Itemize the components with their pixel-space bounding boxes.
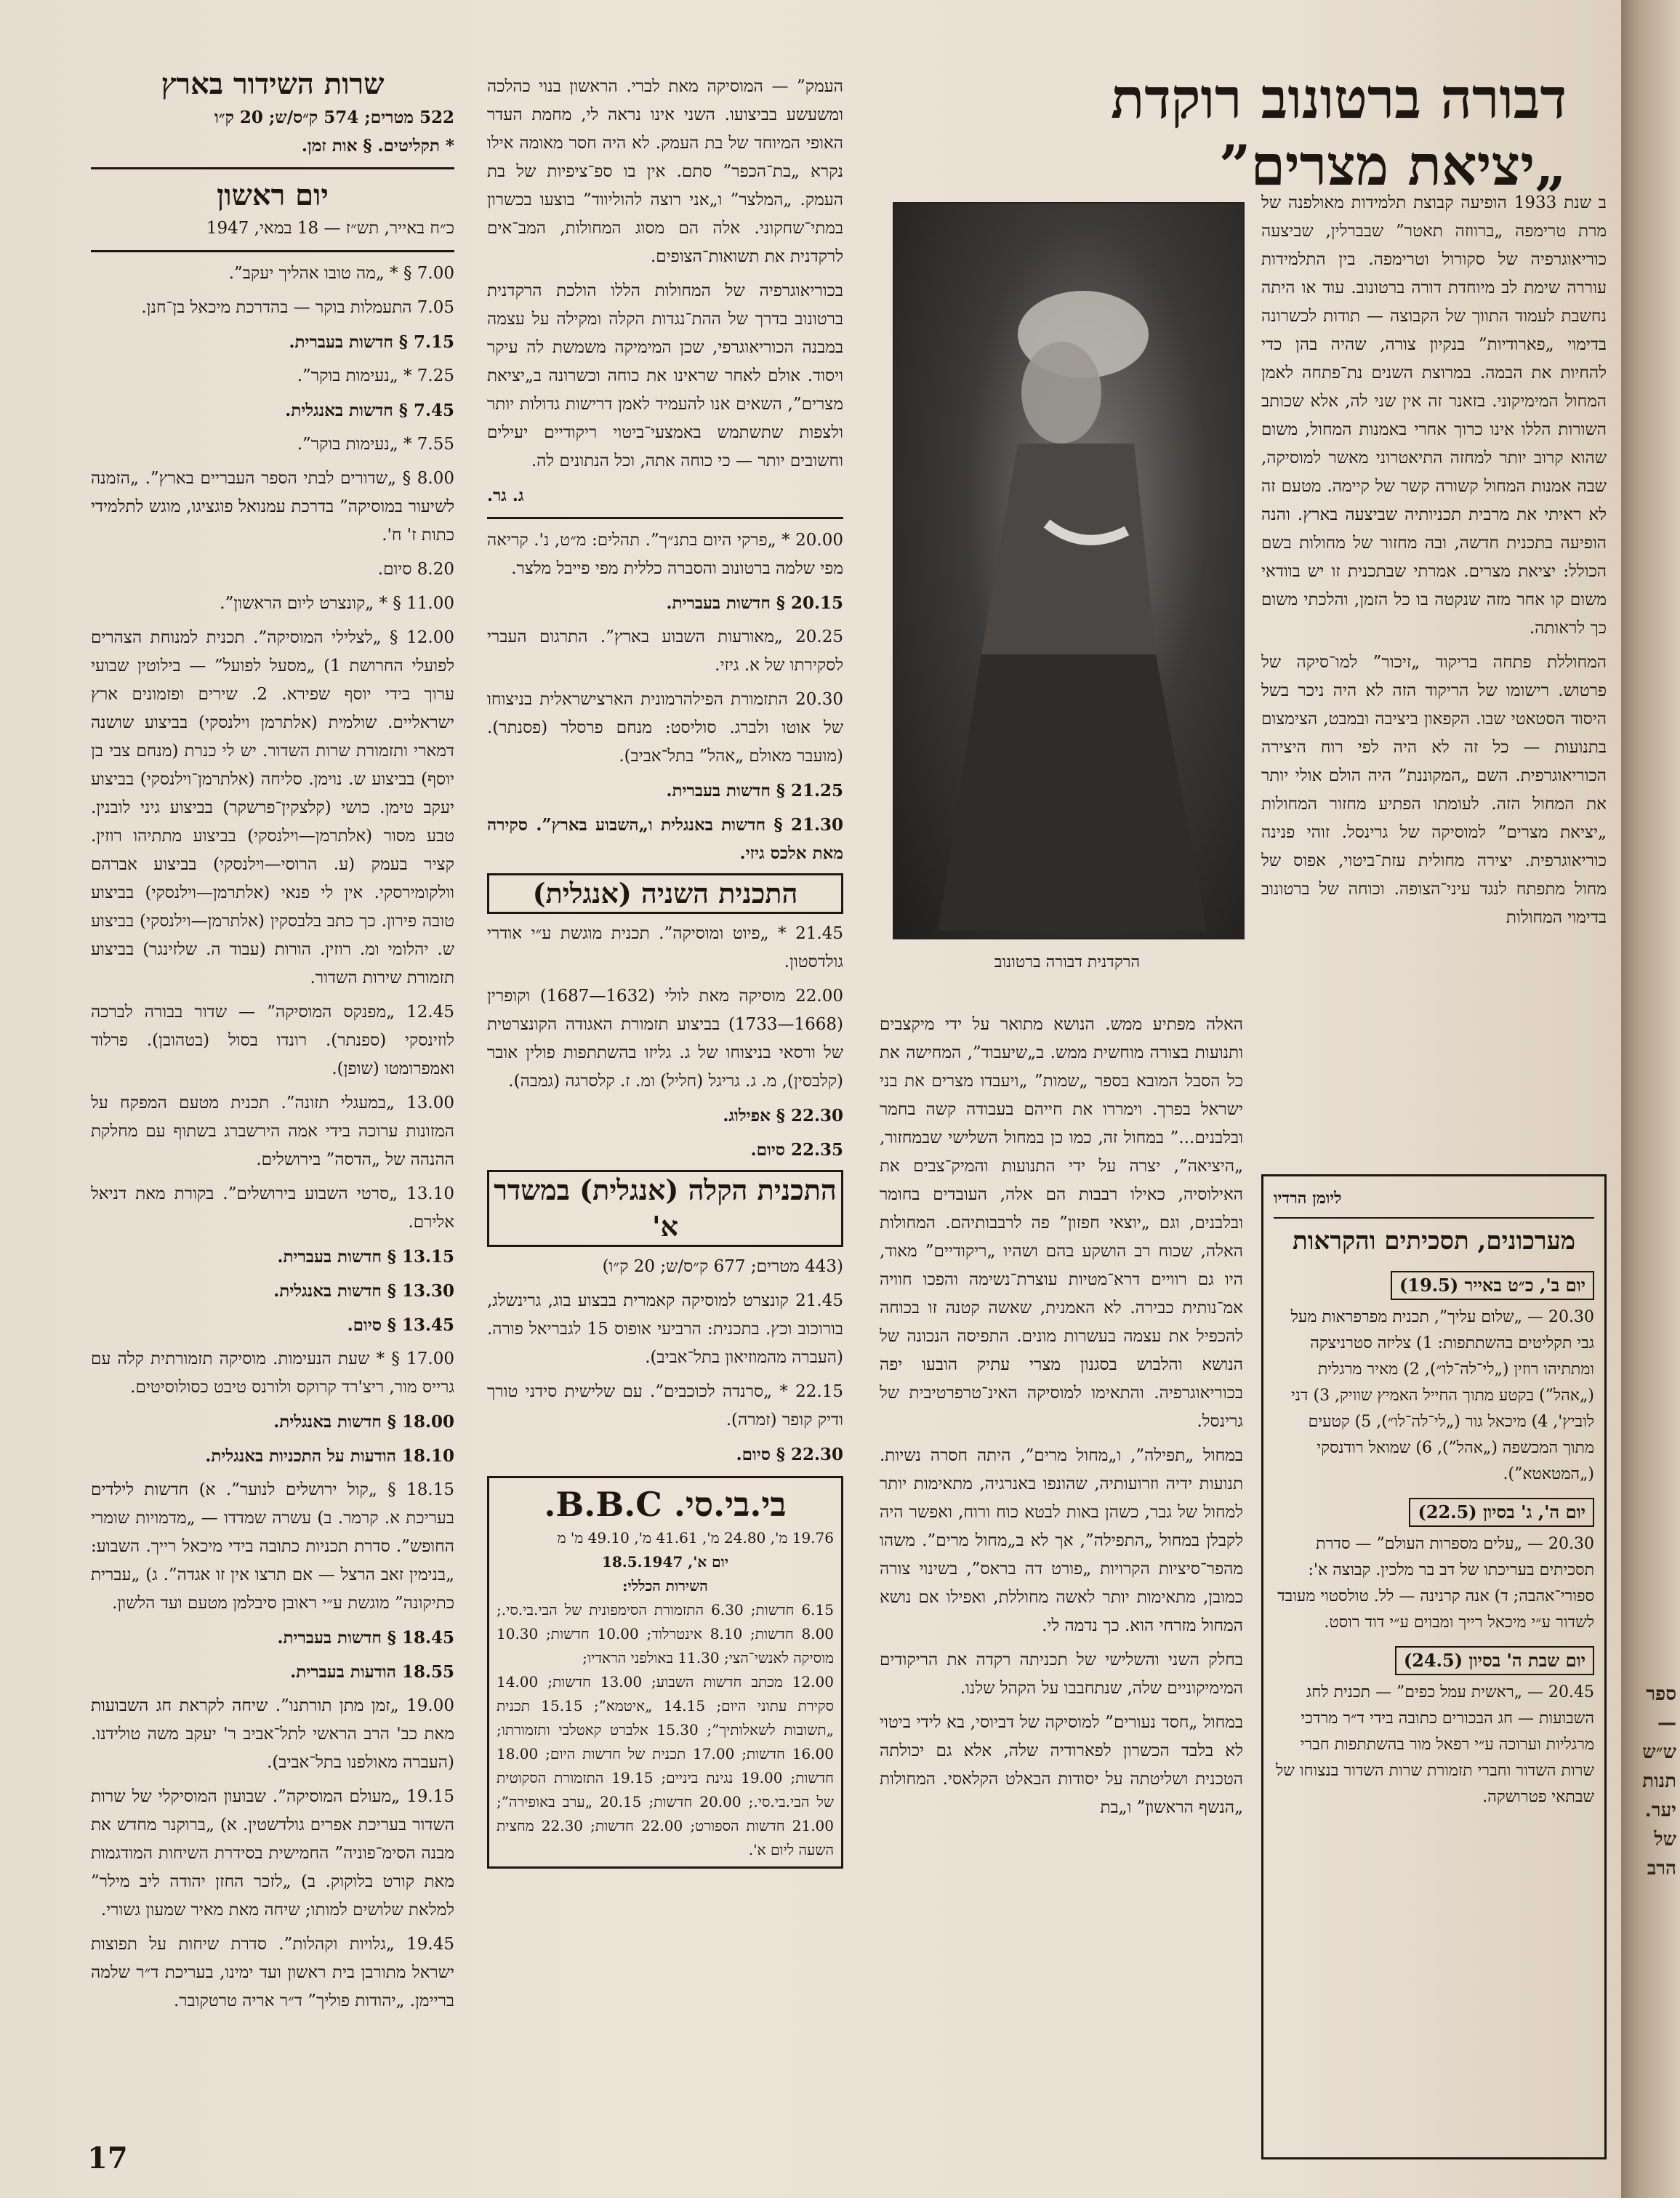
schedule-subtitle: 522 מטרים; 574 ק״ס/ש; 20 ק״ו [214,108,454,127]
diary-entry: 20.30 — „עלים מספרות העולם” — סדרת תסכיתים בעריכתו של דב בר מלכין. קבוצה א': ספורי־אהבה; ד) אנה קרנינה — לל. טולסטוי מעובד לשדור ע״י מיכאל רייך ומבוים ע״י דוד רוסט. [1277,1535,1594,1632]
schedule-entry: 19.45 „גלויות וקהלות”. סדרת שיחות על תפוצות ישראל מתורבן בית ראשון ועד ימינו, בעריכת ד״ר שלמה בריימן. „יהודות פוליך” ד״ר אריה טרטקובר. [91,1935,454,2010]
radio-diary-box [1261,1174,1607,2159]
schedule-entry: 22.00 מוסיקה מאת לולי (1632—1687) וקופרין (1668—1733) בביצוע תזמורת האגודה הקונצרטית של ורסאי בניצוחו של ג. גליזו בהשתתפות פולין אובר (קלבסין), מ. ג. גריגל (חליל) ומ. ז. קלסרגה (גמבה). [487,987,843,1091]
schedule-entry: 7.15 § חדשות בעברית. [289,332,454,352]
headline-line-1: דבורה ברטונוב רוקדת [1110,66,1567,131]
second-program-title: התכנית השניה (אנגלית) [487,873,843,914]
article-paragraph: בכוריאוגרפיה של המחולות הללו הולכת הרקדנית ברטונוב בדרך של ההת־נגדות הקלה ומקילה על עצמה במבנה הכוריאוגרפי, שכן המימיקה משמשת לה עיקר ויסוד. אולם לאחר שראינו את כוחה וכשרונה ב„יציאת מצרים”, השאים אנו להעמיד לאמן דרישות גדולות יותר ולצפות שתשתמש באמצעי־ביטוי ריקודיים יעילים וחשובים יותר — כי כוחה אתה, וכל הנתונים לה. [487,281,843,470]
dancer-photo [893,202,1245,939]
day-heading: יום ה', ג' בסיון (22.5) [1409,1498,1594,1527]
schedule-entry: 13.45 § סיום. [347,1315,454,1335]
schedule-entry: 7.05 התעמלות בוקר — בהדרכת מיכאל בן־חנן. [141,298,454,317]
schedule-entry: 12.00 § „לצלילי המוסיקה”. תכנית למנוחת הצהרים לפועלי החרושת 1) „מסעל לפועל” — בילוטין שבועי ערוך בידי יוסף שפירא. 2. שירים ופזמונים ארץ ישראליים. שולמית (אלתרמן וילנסקי) בביצוע שושנה דמארי ותזמורת שרות השדור. יש לי כנרת (מנחם צבי בן יוסף) בביצוע ש. נוימן. סליחה (אלתרמן־וילנסקי) בביצוע יעקב טימן. כושי (קלצקין־פרשקר) בביצוע גיני לובנין. טבע מסור (אלתרמן—וילנסקי) בביצוע מתתיהו רוזין. קציר בעמק (ע. הרוסי—וילנסקי) בביצוע אברהם וולקומירסקי. אין לי פנאי (אלתרמן—וילנסקי) בביצוע טובה פירון. כך כתב בלבסקין (אלתרמן—וילנסקי) בביצוע ש. יהלומי ומ. רוזין. הורות (עבוד ה. שלזינגר) בביצוע תזמורת שירות השדור. [91,628,454,987]
schedule-entry: 13.00 „במעגלי תזונה”. תכנית מטעם המפקח על המזונות ערוכה בידי אמה הירשברג בשתוף עם מחלקת ההנהה של „הדסה” בירושלים. [91,1094,454,1169]
article-paragraph: בחלק השני והשלישי של תכניתה רקדה את הריקודים המימיקוניים שלה, שנתחבבו על הקהל שלנו. [880,1650,1243,1698]
schedule-entry: 22.30 § סיום. [736,1445,843,1464]
light-program-title: התכנית הקלה (אנגלית) במשדר א' [487,1170,843,1247]
article-column-middle [880,1011,1243,2170]
schedule-entry: 22.15 * „סרנדה לכוכבים”. עם שלישית סידני טורך ודיק קופר (זמרה). [487,1382,843,1429]
schedule-entry: 11.00 § * „קונצרט ליום הראשון”. [220,594,454,613]
schedule-entry: 18.00 § חדשות באנגלית. [273,1412,454,1432]
schedule-entry: 20.00 * „פרקי היום בתנ״ך”. תהלים: מ״ט, נ'. קריאה מפי שלמה ברטונוב והסברה כללית מפי פייבל מלצר. [487,531,843,578]
bbc-frequencies: 19.76 מ', 24.80 מ', 41.61 מ', 49.10 מ' מ [557,1529,834,1547]
diary-entry: 20.30 — „שלום עליך”, תכנית מפרפראות מעל גבי תקליטים בהשתתפות: 1) צליזה סטרניצקה ומתתיהו רוזין („לי־לה־לו״), 2) מאיר מרגלית („אהל”) בקטע מתוך החייל האמיץ שוויק, 3) דני לוביץ', 4) מיכאל גור („לי־לה־לו״), 5) קטעים מתוך המכשפה („אהל”), 6) שמואל רודנסקי („המטאטא”). [1290,1308,1594,1483]
divider [91,250,454,252]
headline-line-2: „יציאת מצרים” [1218,133,1567,198]
schedule-entry: 7.25 * „נעימות בוקר”. [297,366,454,385]
article-paragraph: במחול „תפילה”, ו„מחול מרים”, היתה חסרה נשיות. תנועות ידיה וזרועותיה, שהונפו באנרגיה, מתאימות יותר למחול של גבר, כשהן באות לבטא כוח ורוח, ואפשר היה לקבלן במחול „התפילה”, אך לא ב„מחול מרים”. משהו מהפר־סיציות הקרויות „פורט דה בראס”, בשינוי צורה כמובן, מתאימות יותר לאשה מחוללת, ואפילו אם נושא המחול מזרחי הוא. כך נדמה לי. [880,1446,1243,1635]
article-signature: ג. גר. [487,486,524,505]
diary-entry: 20.45 — „ראשית עמל כפים” — תכנית לחג השבועות — חג הבכורים כתובה בידי ד״ר מרדכי מרגליות וערוכה ע״י רפאל מור בהשתתפות חברי שרות השדור וחברי תזמורת שרות השדור בנצוחו של שבתאי פטרושקה. [1275,1683,1594,1806]
day-heading: יום שבת ה' בסיון (24.5) [1395,1646,1594,1675]
schedule-entry: 8.00 § „שדורים לבתי הספר העבריים בארץ”. „הזמנה לשיעור במוסיקה” בדרכת עמנואל פוגציגו, מוגש לתלמידי כתות ז' ח'. [91,469,454,545]
schedule-entry: 7.00 § * „מה טובו אהליך יעקב”. [228,264,454,283]
bbc-day: יום א', 18.5.1947 [601,1553,729,1571]
radio-diary-label: ליומן הרדיו [1274,1189,1342,1208]
article-column-right [1261,189,1607,1163]
bbc-lines: 6.15 חדשות; 6.30 התזמורת הסימפונית של הבי.בי.סי.; 8.00 חדשות; 8.10 אינטרלוד; 10.00 חדשות; 10.30 מוסיקה לאנשי־הצי; 11.30 באולפני הראדיו; [497,1601,835,1666]
day-heading: יום ב', כ״ט באייר (19.5) [1391,1271,1594,1300]
article-paragraph: האלה מפתיע ממש. הנושא מתואר על ידי מיקצבים ותנועות בצורה מוחשית ממש. ב„שיעבוד”, המחישה את כל הסבל המובא בספר „שמות” „ויעבדו מצרים את בני ישראל בפרך. וימררו את חייהם בעבודה קשה בחמר ובלבנים...” במחול זה, כמו כן במחול השלישי שבמחזור, „היציאה”, יצרה על ידי התנועות והמיק־צבים את האילוסיה, כאילו רבבות הם אלה, העובדים בחומר ובלבנים, וגם „יוצאי חפזון” פה לרבבותיהם. המחולות האלה, שכוח רב הושקע בהם ושהיו „ריקודיים” מאוד, היו גם רוויים דרא־מטיות עוצרת־נשימה והפכו חוויה אמ־נותית כבירה. לא האמנית, שאשה קטנה זו בכוחה להכפיל את עצמה בעשרות מונים. התפיסה הנכונה של הנושא והלבוש בסגנון מצרי עתיק הובעו יפה בכוריאוגרפיה. והתאימו למוסיקה האינ־טרפרטיבית של גרינסל. [880,1015,1243,1431]
article-headline [1014,65,1567,199]
schedule-entry: 18.55 הודעות בעברית. [290,1662,454,1682]
schedule-entry: 20.30 התזמורת הפילהרמונית הארצישראלית בניצוחו של אוטו ולברג. סוליסט: מנחם פרסלר (פסנתר). (מועבר מאולם „אהל” בתל־אביב). [487,690,843,766]
column-center [487,73,843,2167]
schedule-entry: 17.00 § * שעת הנעימות. מוסיקה תזמורתית קלה עם גרייס מור, ריצ'רד קרוקס ולורנס טיבט כסולוסיטים. [91,1349,454,1397]
bbc-service: השירות הכללי: [622,1577,708,1595]
schedule-entry: 7.55 * „נעימות בוקר”. [297,435,454,454]
bbc-title: בי.בי.סי. B.B.C. [544,1485,787,1524]
schedule-entry: 12.45 „מפנקס המוסיקה” — שדור בבורה לברכה לוזינסקי (ספנתר). רונדו בסול (בטהובן). פרלוד ואמפרומטו (שופן). [91,1003,454,1078]
bbc-lines: 12.00 מכתב חדשות השבוע; 13.00 חדשות; 14.00 סקירת עתוני היום; 14.15 „איטמא”; 15.15 תכנית „תשובות לשאלותיך”; 15.30 אלברט קאטלבי ותזמורתו; 16.00 חדשות; 17.00 תכנית של חדשות היום; 18.00 חדשות; 19.00 נגינת ביניים; 19.15 התזמורת הסקוטית של הבי.בי.סי.; 20.00 חדשות; 20.15 „ערב באופירה”; 21.00 חדשות הספורט; 22.00 חדשות; 22.30 מחצית השעה ליום א'. [497,1673,835,1858]
next-page-edge-text: ספר — ש״ש תנות יער. של הרב [1642,1683,1676,1880]
divider [91,167,454,169]
divider [1274,1217,1594,1219]
radio-diary-title: מערכונים, תסכיתים והקראות [1292,1227,1575,1256]
page-number: 17 [87,2141,128,2175]
schedule-entry: 19.00 „זמן מתן תורתנו”. שיחה לקראת חג השבועות מאת כב' הרב הראשי לתל־אביב ר' יעקב משה טולידנו. (העברה מאולפנו בתל־אביב). [91,1696,454,1772]
schedule-entry: 21.45 קונצרט למוסיקה קאמרית בבצוע בוג, גרינשלג, בורוכוב וכץ. בתכנית: הרביעי אופוס 15 לגבריאל פורה. (העברה מהמוזיאון בתל־אביב). [487,1291,843,1367]
schedule-title: שרות השידור בארץ [161,67,385,101]
article-paragraph: ב שנת 1933 הופיעה קבוצת תלמידות מאולפנה של מרת טרימפה „ברווזה תאטר” שבברלין, שביצעה כוריאוגרפיה של סקורול וטרימפה. בין התלמידות עוררה שימת לב מיוחדת דורה ברטונוב. עוד או היתה נחשבת לעמוד התווך של הקבוצה — תודות לכשרונה בדימוי „פארודיות” בנקיון צורה, שהיה בהן כדי להחיות את הבמה. במרוצת השנים נת־פתחה לאמן המחול המימיקוני. בזאנר זה אין שני לה, אלא שכותב השורות הללו אינו כרוך אחרי באמנות המחול, משום שהוא קרוב יותר למחזה התיאטרוני מאשר למוסיקה, שבה אמנות המחול קשורה קשר של קיימה. מטעם זה לא ראיתי את מרבית תכניותיה שביצעה בארץ. והנה הופיעה בתכנית חדשה, ובה מחזור של מחולות בשם הכולל: יציאת מצרים. אמרתי שבתכנית זו יש בוודאי משום קו אחר מזה שנקטה בו כל הזמן, והלכתי משום כך לראותה. [1261,193,1607,638]
schedule-entry: 21.30 § חדשות באנגלית ו„השבוע בארץ”. סקירה מאת אלכס גיזי. [487,815,843,863]
divider [487,517,843,519]
light-program-subtitle: (443 מטרים; 677 ק״ס/ש; 20 ק״ו) [602,1257,843,1276]
schedule-entry: 18.45 § חדשות בעברית. [277,1628,454,1648]
schedule-date: כ״ח באייר, תש״ז — 18 במאי, 1947 [206,219,454,238]
bbc-box [487,1476,843,1869]
schedule-entry: 8.20 סיום. [377,560,454,579]
schedule-entry: 13.30 § חדשות באנגלית. [273,1281,454,1301]
schedule-column [91,65,454,2130]
schedule-entry: 22.30 § אפילוג. [723,1106,843,1126]
article-paragraph: המחוללת פתחה בריקוד „זיכור” למו־סיקה של פרטוש. רישומו של הריקוד הזה לא היה ניכר בשל היסוד הסטאטי שבו. הקפאון ביציבה ובמבט, הצימצום בתנועות — כל זה לא היה לפי רוח היצירה הכוריאוגרפית. השם „המקוננת” היה הולם אולי יותר את המחול הזה. לעומתו הפתיע מחזור המחולות „יציאת מצרים” למוסיקה של גרינסל. זוהי פנינה כוריאוגרפית. יצירה מחולית עזת־ביטוי, אפוס של מחול מתפתח לנגד עיני־הצופה. וכוחה של ברטונוב בדימוי המחולות [1261,653,1607,927]
schedule-entry: 13.15 § חדשות בעברית. [277,1247,454,1267]
schedule-entry: 22.35 סיום. [750,1140,843,1160]
schedule-entry: 21.45 * „פיוט ומוסיקה”. תכנית מוגשת ע״י אודרי גולדסטון. [487,924,843,971]
schedule-entry: 19.15 „מעולם המוסיקה”. שבועון המוסיקלי של שרות השדור בעריכת אפרים גולדשטין. א) „ברוקנר מחדש את מבנה הסימ־פוניה” החמישית בסידרת השיחות המודגמות מאת קורט בלוקוק. ב) „לזכר החזן יהודה ליב מילר” למלאת שלושים למותו; שיחה מאת מאיר שמעון גשורי. [91,1787,454,1920]
schedule-day-title: יום ראשון [217,178,329,212]
schedule-entry: 20.15 § חדשות בעברית. [666,593,843,613]
article-paragraph: העמק” — המוסיקה מאת לברי. הראשון בנוי כהלכה ומשעשע בביצועו. השני אינו נראה לי, מחמת העדר האופי המיוחד של בת העמק. לא היה חסר מאומה אילו נקרא „בת־הכפר” סתם. אין בו ספ־ציפיות של בת העמק. „המלצר” ו„אני רוצה להוליווד” בוצעו בכשרון במתי־שחקוני. אלה הם מסוג המחולות, המב־אים לרקדנית את תשואות־הצופים. [487,77,843,266]
schedule-entry: 18.10 הודעות על התכניות באנגלית. [205,1446,454,1466]
schedule-entry: 18.15 § „קול ירושלים לנוער”. א) חדשות לילדים בעריכת א. קרמר. ב) עשרה שמדדו — „מדמויות שומרי החופש”. סדרת תכניות כתובה בידי מיכאל רייך. השבוע: „בנימין זאב הרצל — אם תרצו אין זו אגדה”. ג) „עברית כתיקונה” מוגשת ע״י ראובן סיבלמן מטעם ועד הלשון. [91,1480,454,1613]
schedule-legend: * תקליטים. § אות זמן. [301,136,454,156]
schedule-entry: 13.10 „סרטי השבוע בירושלים”. בקורת מאת דניאל אלירם. [91,1184,454,1232]
article-paragraph: במחול „חסד נעורים” למוסיקה של דביוסי, בא לידי ביטוי לא בלבד הכשרון לפארודיה שלה, אלא גם יכולתה הטכנית ושליטתה על יסודות הבאלט הקלאסי. המחולות „הנשף הראשון” ו„בת [880,1713,1243,1817]
schedule-entry: 7.45 § חדשות באנגלית. [285,401,454,420]
photo-caption: הרקדנית דבורה ברטונוב [994,953,1141,971]
schedule-entry: 21.25 § חדשות בעברית. [666,781,843,801]
schedule-entry: 20.25 „מאורעות השבוע בארץ”. התרגום העברי לסקירתו של א. גיזי. [487,627,843,675]
